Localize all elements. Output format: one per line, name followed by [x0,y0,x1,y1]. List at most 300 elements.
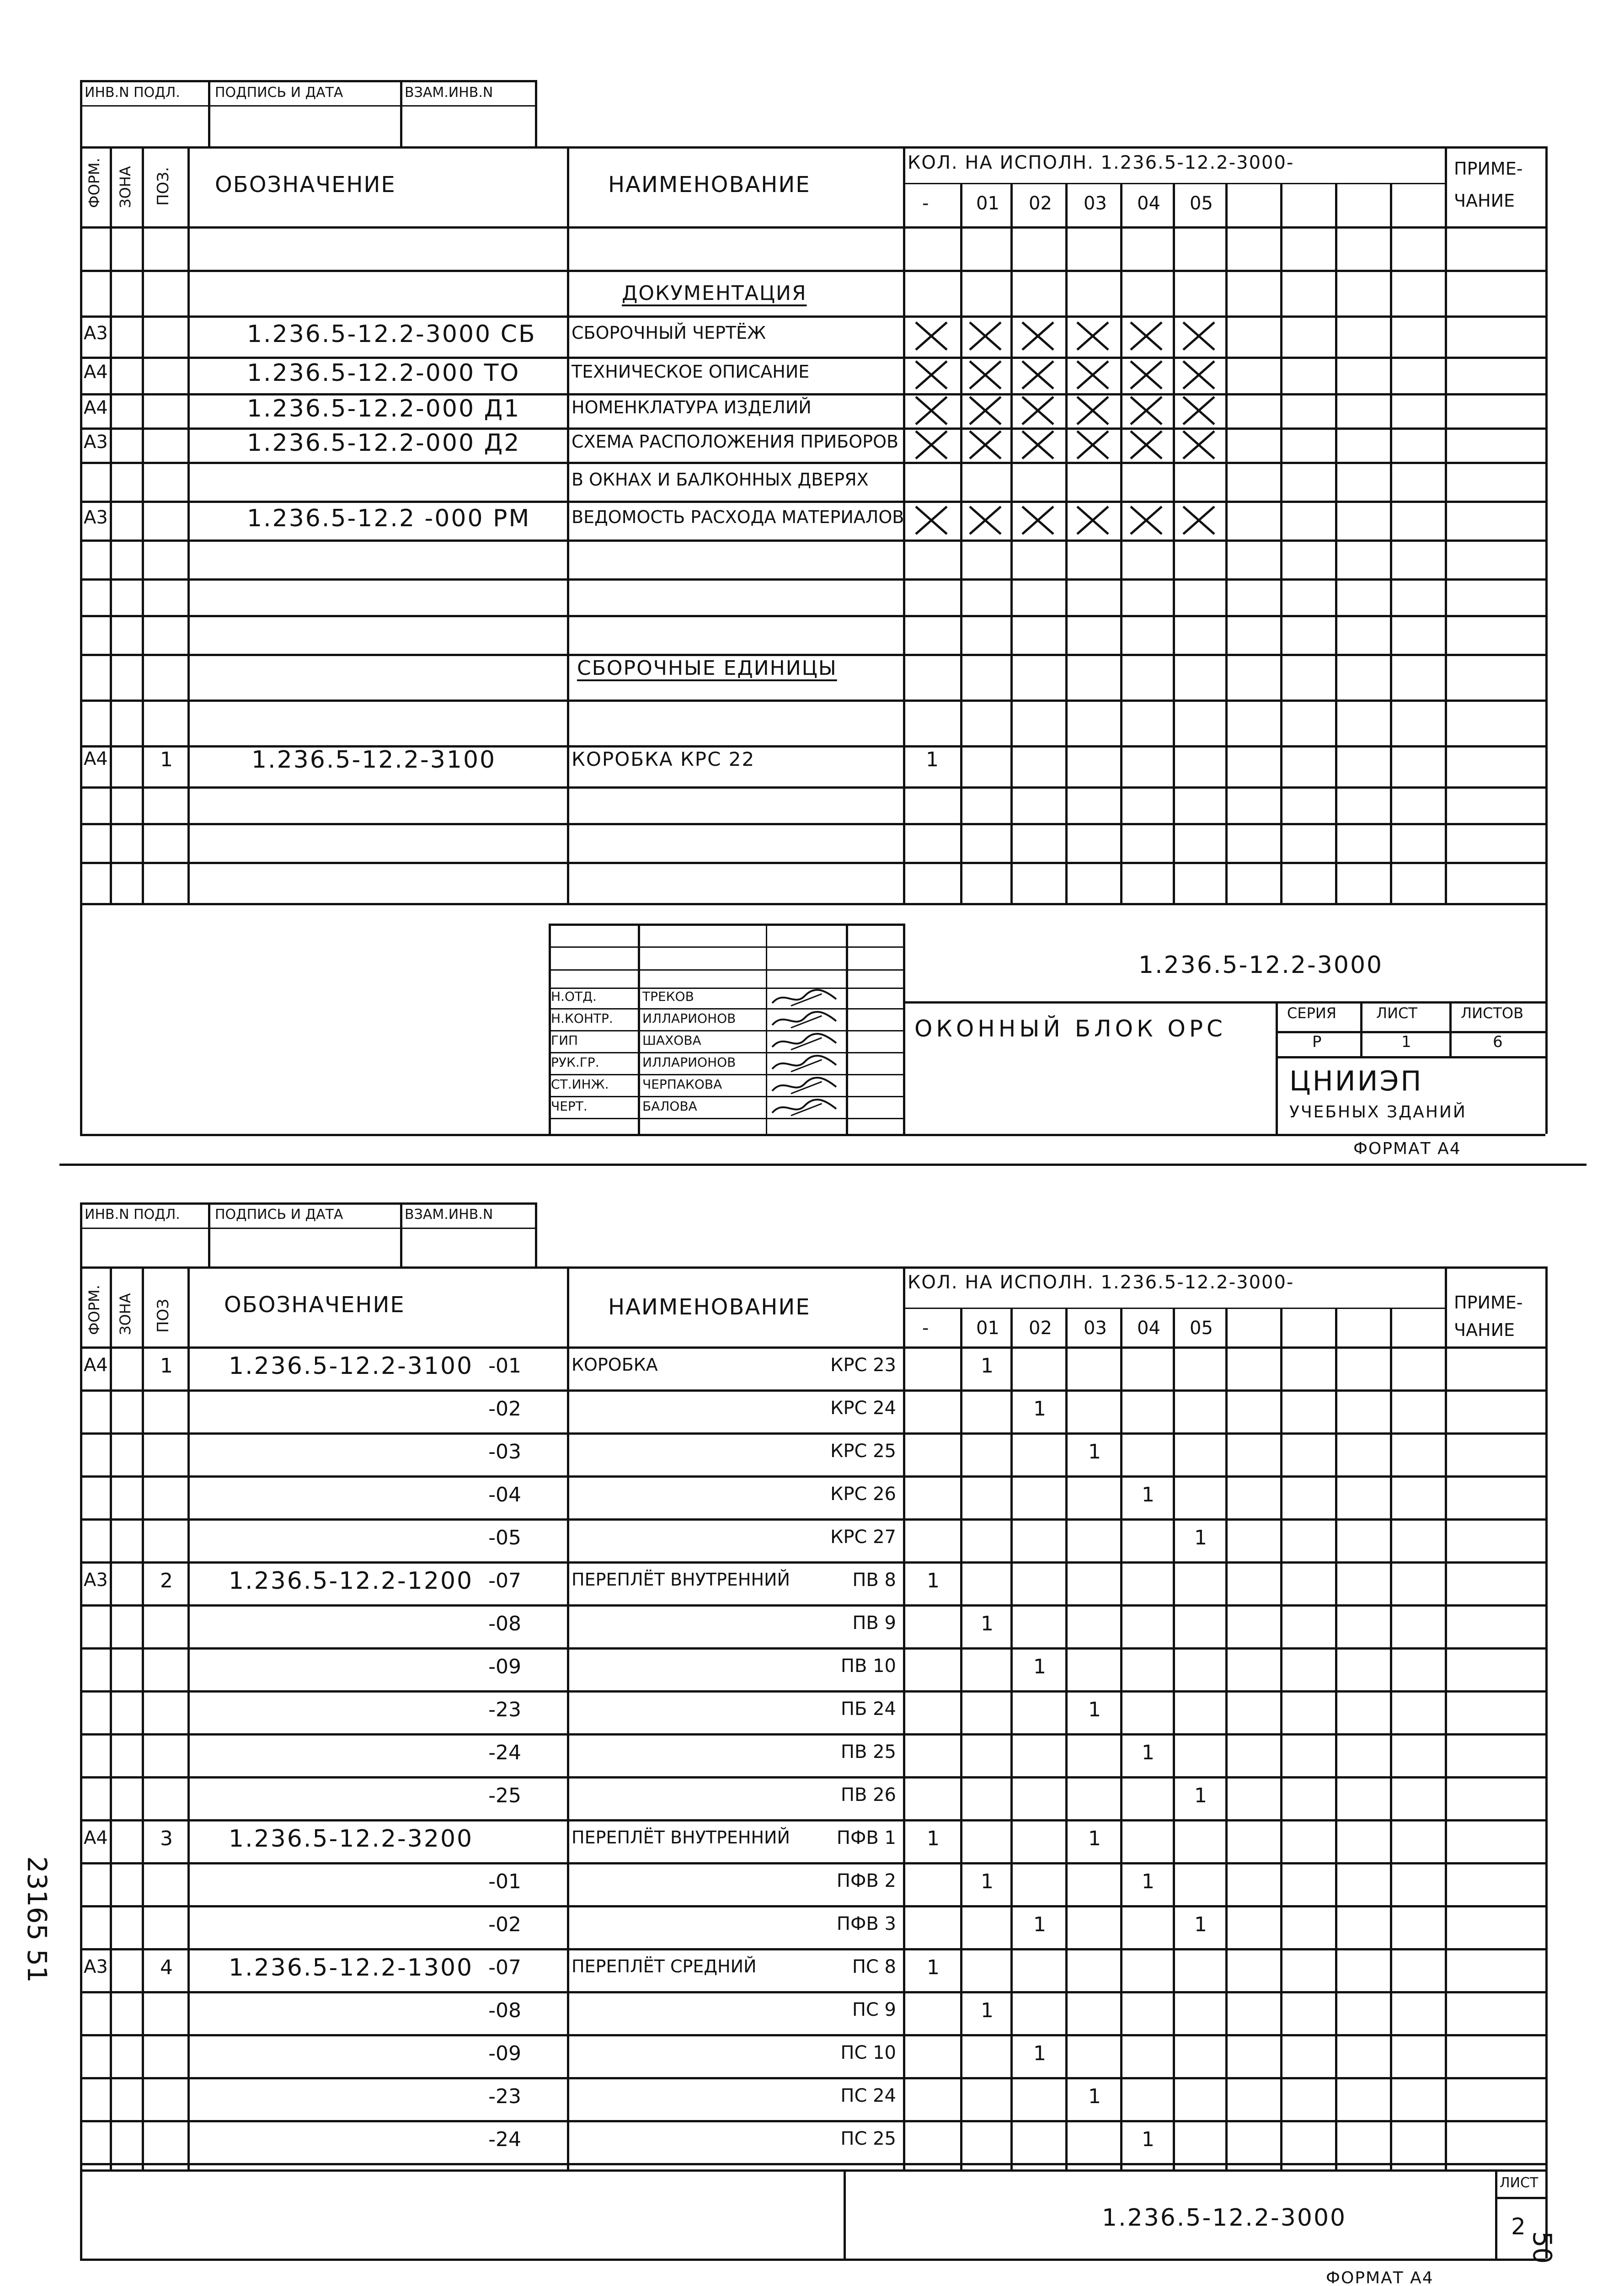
row-designation-suffix: -03 [488,1440,521,1463]
grid-line [80,1604,1545,1607]
section-assembly-units: СБОРОЧНЫЕ ЕДИНИЦЫ [577,657,837,680]
row-name-code: ПС 8 [852,1956,896,1977]
doc-designation: 1.236.5-12.2-3000 СБ [247,320,536,348]
grid-line [80,2120,1545,2122]
cross-mark [1076,506,1109,535]
grid-line [549,924,903,926]
row-qty: 1 [981,1870,994,1893]
row-qty: 1 [981,1354,994,1378]
col-pos-header: ПОЗ. [154,167,172,206]
doc-designation: 1.236.5-12.2-000 Д1 [247,395,521,422]
col-note-header: ПРИМЕ- [1454,1293,1523,1313]
grid-line [1335,183,1337,903]
cross-mark [1076,430,1109,459]
row-qty: 1 [1142,1870,1154,1893]
row-designation: 1.236.5-12.2-3200 [229,1825,474,1853]
grid-line [549,1074,903,1075]
row-form: А3 [84,1570,108,1591]
grid-line [80,1733,1545,1736]
variant-3: 03 [1084,1318,1107,1339]
grid-line [80,1647,1545,1650]
grid-line [1335,1308,1337,2169]
grid-line [80,1134,1545,1136]
person-name: ШАХОВА [642,1033,701,1048]
person-name: ТРЕКОВ [642,989,694,1004]
person-role: Н.КОНТР. [551,1011,613,1026]
doc-designation: 1.236.5-12.2-000 Д2 [247,429,521,457]
grid-line [400,1202,402,1266]
unit-name: КОРОБКА КРС 22 [572,748,755,770]
grid-line [80,823,1545,825]
col-note-header: ПРИМЕ- [1454,159,1523,179]
col-zone-header: ЗОНА [117,1293,134,1335]
grid-line [80,2259,1545,2261]
section-documentation: ДОКУМЕНТАЦИЯ [622,282,807,305]
row-designation: 1.236.5-12.2-3100 [229,1352,474,1380]
grid-line [1225,1308,1228,2169]
grid-line [400,80,402,146]
doc-name: ВЕДОМОСТЬ РАСХОДА МАТЕРИАЛОВ [572,507,904,527]
grid-line [80,146,82,903]
row-qty: 1 [981,1999,994,2022]
row-designation-suffix: -02 [488,1913,521,1936]
grid-line [80,315,1545,318]
col-form-header: ФОРМ. [85,158,103,208]
grid-line [549,988,903,989]
row-designation-suffix: -24 [488,1741,521,1764]
doc-form: А3 [84,431,108,453]
row-designation-suffix: -08 [488,1612,521,1635]
row-designation-suffix: -09 [488,1655,521,1678]
footer-sheet-value: 2 [1511,2213,1526,2240]
format-label: ФОРМАТ А4 [1353,1139,1461,1158]
col-note-header: ЧАНИЕ [1454,1320,1515,1340]
cross-mark [1182,430,1215,459]
row-pos: 3 [160,1827,173,1850]
stamp-inv-label: ИНВ.N ПОДЛ. [85,1207,180,1223]
grid-line [1120,183,1122,903]
cross-mark [1182,360,1215,390]
variant-4: 04 [1137,1318,1160,1339]
grid-line [1390,1308,1392,2169]
col-name-header: НАИМЕНОВАНИЕ [608,172,811,198]
cross-mark [1021,430,1054,459]
grid-line [903,924,905,1134]
signature [770,1097,839,1118]
signature [770,988,839,1009]
cross-mark [1021,396,1054,425]
grid-line [80,2077,1545,2079]
grid-line [1010,183,1013,903]
cross-mark [1130,321,1163,351]
cross-mark [1021,321,1054,351]
row-qty: 1 [1142,1741,1154,1764]
cross-mark [1076,321,1109,351]
row-name: ПЕРЕПЛЁТ СРЕДНИЙ [572,1956,757,1976]
format-label: ФОРМАТ А4 [1326,2269,1434,2286]
row-name-code: ПФВ 3 [836,1913,896,1934]
row-name: ПЕРЕПЛЁТ ВНУТРЕННИЙ [572,1570,790,1590]
cross-mark [915,360,948,390]
row-designation-suffix: -04 [488,1483,521,1506]
unit-qty: 1 [926,748,939,771]
variant-1: 01 [976,193,999,214]
cross-mark [1021,506,1054,535]
grid-line [142,146,144,903]
grid-line [80,615,1545,617]
unit-form: А4 [84,748,108,769]
unit-designation: 1.236.5-12.2-3100 [251,746,497,774]
title-doc-number: 1.236.5-12.2-3000 [1138,951,1384,979]
grid-line [80,2163,1545,2165]
row-form: А3 [84,1956,108,1977]
row-name-code: ПФВ 2 [836,1870,896,1891]
col-designation-header: ОБОЗНАЧЕНИЕ [215,172,396,198]
row-designation-suffix: -09 [488,2042,521,2065]
row-qty: 1 [1033,1397,1046,1421]
grid-line [1545,146,1548,903]
row-name-code: КРС 27 [830,1527,896,1548]
row-name-code: ПС 10 [840,2042,896,2063]
variant-5: 05 [1190,1318,1213,1339]
org-sub: УЧЕБНЫХ ЗДАНИЙ [1289,1103,1467,1122]
row-qty: 1 [1088,1698,1101,1721]
row-qty: 1 [1033,1913,1046,1936]
grid-line [80,1690,1545,1693]
grid-line [80,357,1545,359]
grid-line [80,1202,82,1266]
grid-line [80,1776,1545,1779]
value-series: Р [1312,1033,1322,1051]
row-qty: 1 [1033,2042,1046,2065]
grid-line [80,462,1545,464]
person-role: Н.ОТД. [551,989,597,1004]
row-name-code: ПВ 10 [840,1656,896,1677]
row-form: А4 [84,1827,108,1848]
row-name-code: ПФВ 1 [836,1827,896,1848]
grid-line [549,1008,903,1009]
label-sheets: ЛИСТОВ [1461,1004,1524,1022]
cross-mark [1076,360,1109,390]
row-designation: 1.236.5-12.2-1200 [229,1567,474,1595]
cross-mark [1130,360,1163,390]
label-series: СЕРИЯ [1287,1004,1337,1022]
row-designation-suffix: -25 [488,1784,521,1807]
cross-mark [1182,506,1215,535]
variant-3: 03 [1084,193,1107,214]
variant-0: - [922,1318,929,1339]
org-name: ЦНИИЭП [1289,1065,1423,1097]
row-qty: 1 [1142,2128,1154,2151]
grid-line [80,105,535,107]
grid-line [1010,1308,1013,2169]
variant-4: 04 [1137,193,1160,214]
doc-designation: 1.236.5-12.2-000 ТО [247,359,520,387]
grid-line [80,80,535,82]
stamp-inv-label: ИНВ.N ПОДЛ. [85,85,180,101]
grid-line [80,862,1545,864]
doc-form: А4 [84,397,108,418]
grid-line [1495,2169,1497,2259]
row-name: ПЕРЕПЛЁТ ВНУТРЕННИЙ [572,1827,790,1848]
grid-line [80,903,1545,905]
col-note-header: ЧАНИЕ [1454,191,1515,211]
grid-line [846,924,848,1134]
row-pos: 1 [160,1354,173,1378]
doc-form: А4 [84,362,108,383]
row-pos: 2 [160,1569,173,1592]
grid-line [549,946,903,948]
variant-2: 02 [1029,193,1052,214]
margin-archive-number: 23165 51 [21,1856,53,1983]
cross-mark [969,506,1002,535]
grid-line [208,1202,210,1266]
row-qty: 1 [927,1956,940,1979]
cross-mark [1130,506,1163,535]
row-name-code: ПС 25 [840,2128,896,2149]
footer-doc-number: 1.236.5-12.2-3000 [1102,2204,1347,2232]
grid-line [80,1518,1545,1521]
grid-line [549,1118,903,1119]
page-number: 50 [1527,2231,1557,2264]
row-name-code: КРС 23 [830,1355,896,1376]
grid-line [110,146,112,903]
person-role: ГИП [551,1033,578,1048]
stamp-replace-label: ВЗАМ.ИНВ.N [405,85,493,101]
row-name-code: ПС 24 [840,2085,896,2106]
grid-line [80,1862,1545,1864]
stamp-sign-label: ПОДПИСЬ И ДАТА [215,1207,343,1223]
grid-line [1276,1001,1278,1134]
cross-mark [1182,321,1215,351]
row-designation-suffix: -02 [488,1397,521,1421]
grid-line [187,146,190,903]
row-form: А4 [84,1355,108,1376]
row-designation-suffix: -24 [488,2128,521,2151]
row-name-code: ПВ 25 [840,1741,896,1763]
grid-line [208,80,210,146]
grid-line [1495,2197,1545,2199]
stamp-sign-label: ПОДПИСЬ И ДАТА [215,85,343,101]
grid-line [80,146,1545,149]
signature [770,1053,839,1074]
row-qty: 1 [1088,2085,1101,2108]
doc-designation: 1.236.5-12.2 -000 РМ [247,504,531,532]
row-qty: 1 [1142,1483,1154,1506]
grid-line [80,1228,535,1229]
grid-line [80,1389,1545,1392]
grid-line [80,1991,1545,1993]
grid-line [535,1202,537,1266]
row-qty: 1 [1088,1440,1101,1463]
grid-line [80,226,1545,229]
grid-line [80,1819,1545,1821]
grid-line [960,1308,962,2169]
grid-line [766,924,767,1134]
grid-line [1280,183,1282,903]
col-qty-header: КОЛ. НА ИСПОЛН. 1.236.5-12.2-3000- [908,152,1294,173]
person-role: ЧЕРТ. [551,1099,588,1114]
doc-form: А3 [84,323,108,344]
unit-pos: 1 [160,748,173,771]
col-qty-header: КОЛ. НА ИСПОЛН. 1.236.5-12.2-3000- [908,1272,1294,1293]
person-name: БАЛОВА [642,1099,697,1114]
cross-mark [1076,396,1109,425]
signature [770,1031,839,1052]
grid-line [549,1052,903,1053]
grid-line [1276,1056,1545,1058]
row-designation-suffix: -23 [488,2085,521,2108]
cross-mark [969,430,1002,459]
grid-line [1445,146,1447,903]
grid-line [80,1948,1545,1950]
cross-mark [915,321,948,351]
cross-mark [915,396,948,425]
variant-1: 01 [976,1318,999,1339]
grid-line [80,80,82,146]
person-name: ЧЕРПАКОВА [642,1077,722,1092]
col-zone-header: ЗОНА [117,166,134,208]
row-qty: 1 [1033,1655,1046,1678]
cross-mark [1130,430,1163,459]
doc-name: СБОРОЧНЫЙ ЧЕРТЁЖ [572,323,766,343]
grid-line [80,1432,1545,1435]
grid-line [80,1905,1545,1907]
grid-line [1360,1001,1362,1056]
cross-mark [969,321,1002,351]
person-name: ИЛЛАРИОНОВ [642,1055,736,1070]
grid-line [1545,1266,1548,2169]
grid-line [80,1346,1545,1349]
grid-line [80,1202,535,1205]
grid-line [1120,1308,1122,2169]
grid-line [59,1164,1587,1166]
row-name-code: ПС 9 [852,1999,896,2020]
label-sheet: ЛИСТ [1376,1004,1417,1022]
row-name: КОРОБКА [572,1355,658,1375]
cross-mark [1130,396,1163,425]
grid-line [80,2034,1545,2036]
doc-name: СХЕМА РАСПОЛОЖЕНИЯ ПРИБОРОВ [572,431,899,452]
grid-line [549,1096,903,1097]
doc-form: А3 [84,507,108,528]
grid-line [80,700,1545,702]
grid-line [80,786,1545,789]
cross-mark [969,396,1002,425]
row-designation-suffix: -01 [488,1870,521,1893]
row-designation-suffix: -01 [488,1354,521,1378]
row-qty: 1 [1088,1827,1101,1850]
doc-name: НОМЕНКЛАТУРА ИЗДЕЛИЙ [572,397,812,417]
grid-line [80,1561,1545,1564]
row-name-code: ПВ 8 [852,1570,896,1591]
variant-2: 02 [1029,1318,1052,1339]
grid-line [960,183,962,903]
grid-line [80,2169,82,2259]
variant-5: 05 [1190,193,1213,214]
grid-line [80,501,1545,503]
row-qty: 1 [1194,1526,1207,1549]
row-name-code: КРС 24 [830,1398,896,1419]
grid-line [1173,183,1175,903]
doc-name: ТЕХНИЧЕСКОЕ ОПИСАНИЕ [572,362,810,382]
row-name-code: ПБ 24 [840,1698,896,1720]
col-designation-header: ОБОЗНАЧЕНИЕ [224,1292,405,1318]
row-qty: 1 [981,1612,994,1635]
grid-line [80,1266,1545,1269]
row-pos: 4 [160,1956,173,1979]
grid-line [80,539,1545,542]
cross-mark [915,430,948,459]
col-name-header: НАИМЕНОВАНИЕ [608,1294,811,1320]
value-sheets: 6 [1493,1033,1503,1051]
grid-line [1173,1308,1175,2169]
cross-mark [969,360,1002,390]
grid-line [1449,1001,1452,1056]
row-name-code: КРС 25 [830,1441,896,1462]
grid-line [80,578,1545,581]
grid-line [1280,1308,1282,2169]
row-designation-suffix: -07 [488,1569,521,1592]
grid-line [567,146,569,903]
row-name-code: ПВ 9 [852,1613,896,1634]
signature [770,1075,839,1096]
person-name: ИЛЛАРИОНОВ [642,1011,736,1026]
grid-line [1225,183,1228,903]
row-qty: 1 [927,1569,940,1592]
doc-name-cont: В ОКНАХ И БАЛКОННЫХ ДВЕРЯХ [572,470,869,490]
grid-line [80,903,82,1134]
grid-line [80,1475,1545,1478]
grid-line [535,80,537,146]
grid-line [80,2169,1545,2172]
cross-mark [915,506,948,535]
row-qty: 1 [1194,1913,1207,1936]
row-designation-suffix: -08 [488,1999,521,2022]
row-qty: 1 [1194,1784,1207,1807]
row-designation-suffix: -07 [488,1956,521,1979]
value-sheet: 1 [1401,1033,1411,1051]
grid-line [1065,1308,1068,2169]
footer-sheet-label: ЛИСТ [1500,2175,1539,2191]
person-role: РУК.ГР. [551,1055,599,1070]
cross-mark [1182,396,1215,425]
variant-0: - [922,193,929,214]
row-designation: 1.236.5-12.2-1300 [229,1954,474,1982]
signature [770,1009,839,1031]
row-name-code: ПВ 26 [840,1784,896,1805]
grid-line [1390,183,1392,903]
grid-line [80,270,1545,272]
row-designation-suffix: -05 [488,1526,521,1549]
grid-line [638,924,640,1134]
cross-mark [1021,360,1054,390]
col-pos-header: ПОЗ [154,1298,172,1333]
grid-line [549,1030,903,1031]
grid-line [1065,183,1068,903]
grid-line [844,2169,846,2259]
grid-line [80,654,1545,656]
person-role: СТ.ИНЖ. [551,1077,609,1092]
stamp-replace-label: ВЗАМ.ИНВ.N [405,1207,493,1223]
row-designation-suffix: -23 [488,1698,521,1721]
row-name-code: КРС 26 [830,1484,896,1505]
grid-line [1545,903,1548,1134]
row-qty: 1 [927,1827,940,1850]
grid-line [549,969,903,971]
col-form-header: ФОРМ. [85,1285,103,1335]
title-name: ОКОННЫЙ БЛОК ОРС [914,1015,1226,1042]
